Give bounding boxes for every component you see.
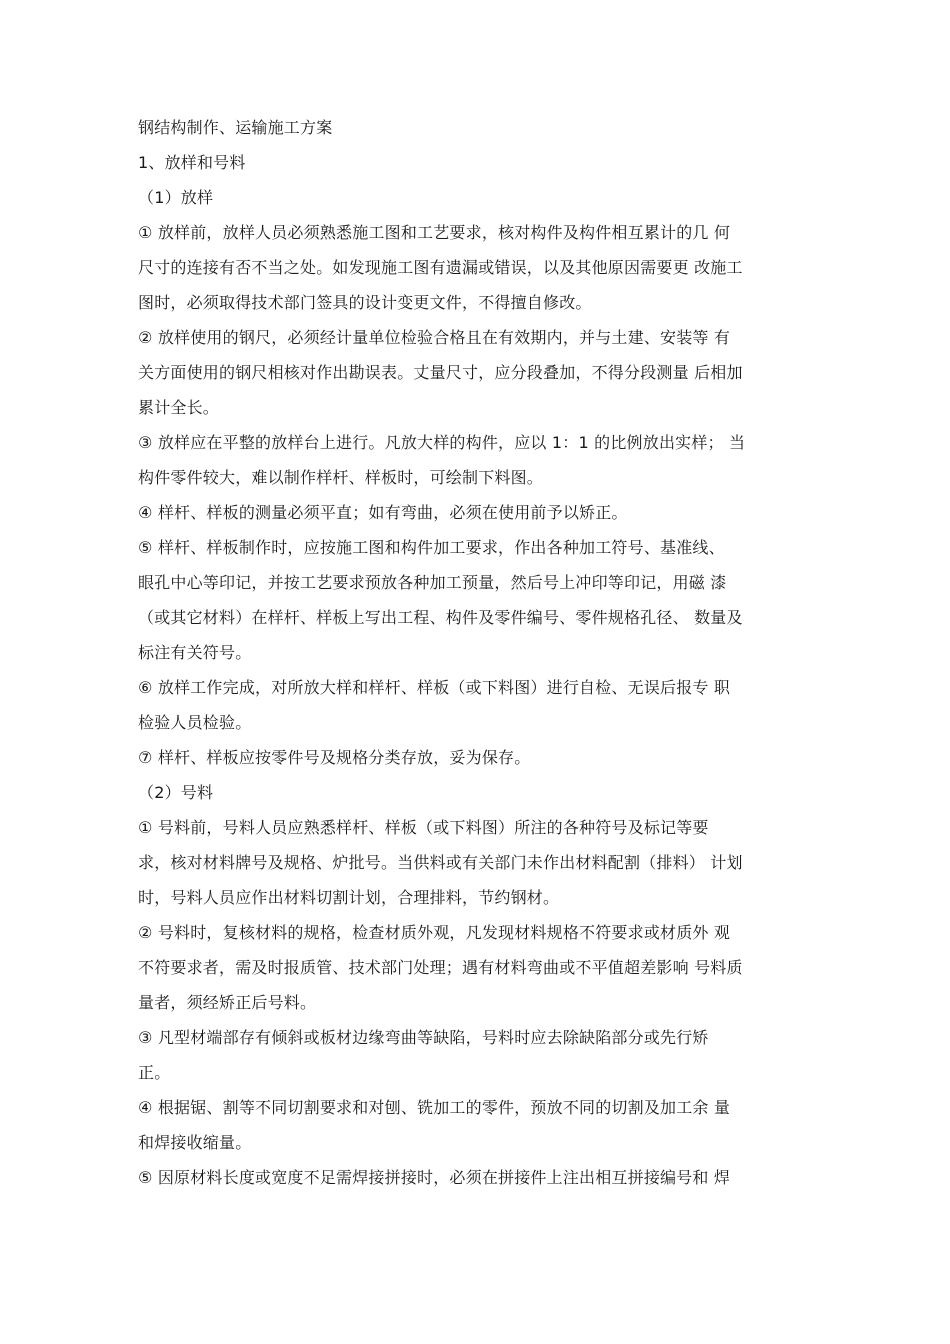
text-line: ② 放样使用的钢尺，必须经计量单位检验合格且在有效期内，并与土建、安装等 有 (138, 328, 731, 347)
text-line: 尺寸的连接有否不当之处。如发现施工图有遗漏或错误，以及其他原因需要更 改施工 (138, 258, 743, 277)
text-line: ① 放样前，放样人员必须熟悉施工图和工艺要求，核对构件及构件相互累计的几 何 (138, 223, 731, 242)
text-line: 图时，必须取得技术部门签具的设计变更文件，不得擅自修改。 (138, 293, 592, 312)
text-line: 关方面使用的钢尺相核对作出勘误表。丈量尺寸，应分段叠加，不得分段测量 后相加 (138, 363, 743, 382)
text-line: ① 号料前，号料人员应熟悉样杆、样板（或下料图）所注的各种符号及标记等要 (138, 818, 709, 837)
text-line: ⑤ 样杆、样板制作时，应按施工图和构件加工要求，作出各种加工符号、基准线、 (138, 538, 725, 557)
text-line: ② 号料时，复核材料的规格，检查材质外观，凡发现材料规格不符要求或材质外 观 (138, 923, 731, 942)
text-line: 时，号料人员应作出材料切割计划，合理排料，节约钢材。 (138, 888, 560, 907)
text-line: ⑥ 放样工作完成，对所放大样和样杆、样板（或下料图）进行自检、无误后报专 职 (138, 678, 731, 697)
document-title: 钢结构制作、运输施工方案 (138, 118, 333, 137)
text-line: 检验人员检验。 (138, 713, 252, 732)
text-line: 正。 (138, 1063, 171, 1082)
text-line: 不符要求者，需及时报质管、技术部门处理；遇有材料弯曲或不平值超差影响 号料质 (138, 958, 743, 977)
text-line: 标注有关符号。 (138, 643, 252, 662)
section-heading: 1、放样和号料 (138, 153, 246, 172)
subsection-heading: （1）放样 (138, 188, 214, 207)
text-line: （或其它材料）在样杆、样板上写出工程、构件及零件编号、零件规格孔径、 数量及 (138, 608, 743, 627)
text-line: 构件零件较大，难以制作样杆、样板时，可绘制下料图。 (138, 468, 544, 487)
text-line: ③ 凡型材端部存有倾斜或板材边缘弯曲等缺陷，号料时应去除缺陷部分或先行矫 (138, 1028, 709, 1047)
subsection-heading: （2）号料 (138, 783, 214, 802)
text-line: 眼孔中心等印记，并按工艺要求预放各种加工预量，然后号上冲印等印记，用磁 漆 (138, 573, 727, 592)
text-line: ③ 放样应在平整的放样台上进行。凡放大样的构件，应以 1：1 的比例放出实样； 当 (138, 433, 746, 452)
text-line: ④ 样杆、样板的测量必须平直；如有弯曲，必须在使用前予以矫正。 (138, 503, 628, 522)
text-line: ⑤ 因原材料长度或宽度不足需焊接拼接时，必须在拼接件上注出相互拼接编号和 焊 (138, 1168, 731, 1187)
text-line: 累计全长。 (138, 398, 220, 417)
text-line: 求，核对材料牌号及规格、炉批号。当供料或有关部门未作出材料配割（排料） 计划 (138, 853, 743, 872)
text-line: 和焊接收缩量。 (138, 1133, 252, 1152)
text-line: ⑦ 样杆、样板应按零件号及规格分类存放，妥为保存。 (138, 748, 531, 767)
text-line: 量者，须经矫正后号料。 (138, 993, 317, 1012)
text-line: ④ 根据锯、割等不同切割要求和对刨、铣加工的零件，预放不同的切割及加工余 量 (138, 1098, 731, 1117)
